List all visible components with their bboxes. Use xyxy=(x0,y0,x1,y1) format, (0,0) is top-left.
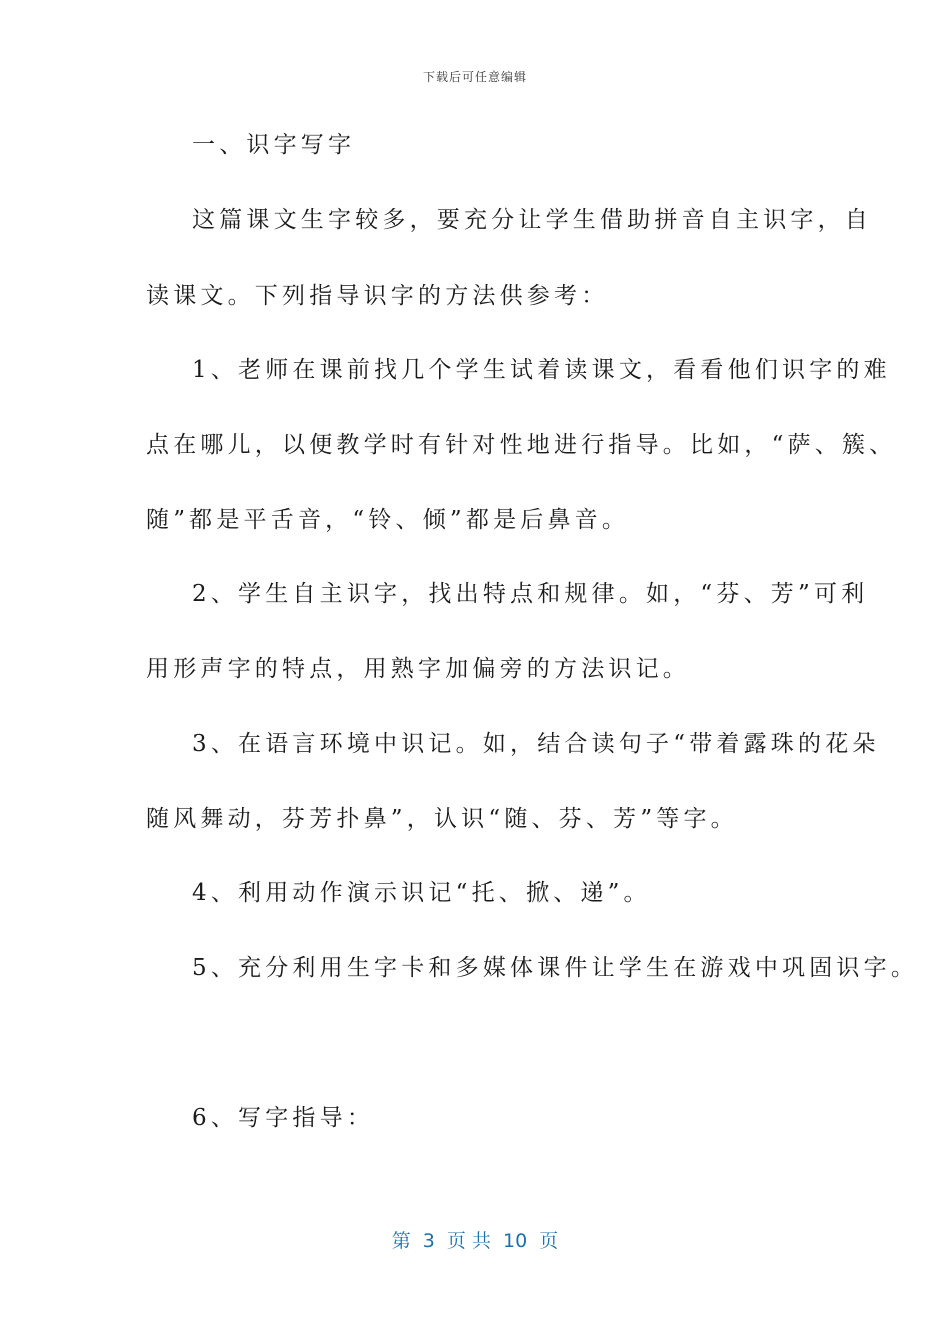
paragraph-line: 4、利用动作演示识记“托、掀、递”。 xyxy=(192,880,651,906)
paragraph-line: 随风舞动，芬芳扑鼻”，认识“随、芬、芳”等字。 xyxy=(146,806,738,832)
header-note: 下载后可任意编辑 xyxy=(422,70,527,84)
paragraph-line: 读课文。下列指导识字的方法供参考： xyxy=(146,283,609,309)
paragraph-line: 随”都是平舌音，“铃、倾”都是后鼻音。 xyxy=(146,507,630,533)
paragraph-line: 这篇课文生字较多，要充分让学生借助拼音自主识字，自 xyxy=(192,207,872,233)
paragraph-line: 6、写字指导： xyxy=(192,1105,375,1131)
paragraph-line: 点在哪儿，以便教学时有针对性地进行指导。比如，“萨、簇、 xyxy=(146,432,897,458)
paragraph-line: 3、在语言环境中识记。如，结合读句子“带着露珠的花朵 xyxy=(192,731,880,757)
section-heading: 一、识字写字 xyxy=(192,132,356,158)
page-number: 第 3 页 共 10 页 xyxy=(391,1230,559,1252)
paragraph-line: 用形声字的特点，用熟字加偏旁的方法识记。 xyxy=(146,656,690,682)
paragraph-line: 2、学生自主识字，找出特点和规律。如，“芬、芳”可利 xyxy=(192,581,869,607)
paragraph-line: 1、老师在课前找几个学生试着读课文，看看他们识字的难 xyxy=(192,357,891,383)
paragraph-line: 5、充分利用生字卡和多媒体课件让学生在游戏中巩固识字。 xyxy=(192,955,919,981)
